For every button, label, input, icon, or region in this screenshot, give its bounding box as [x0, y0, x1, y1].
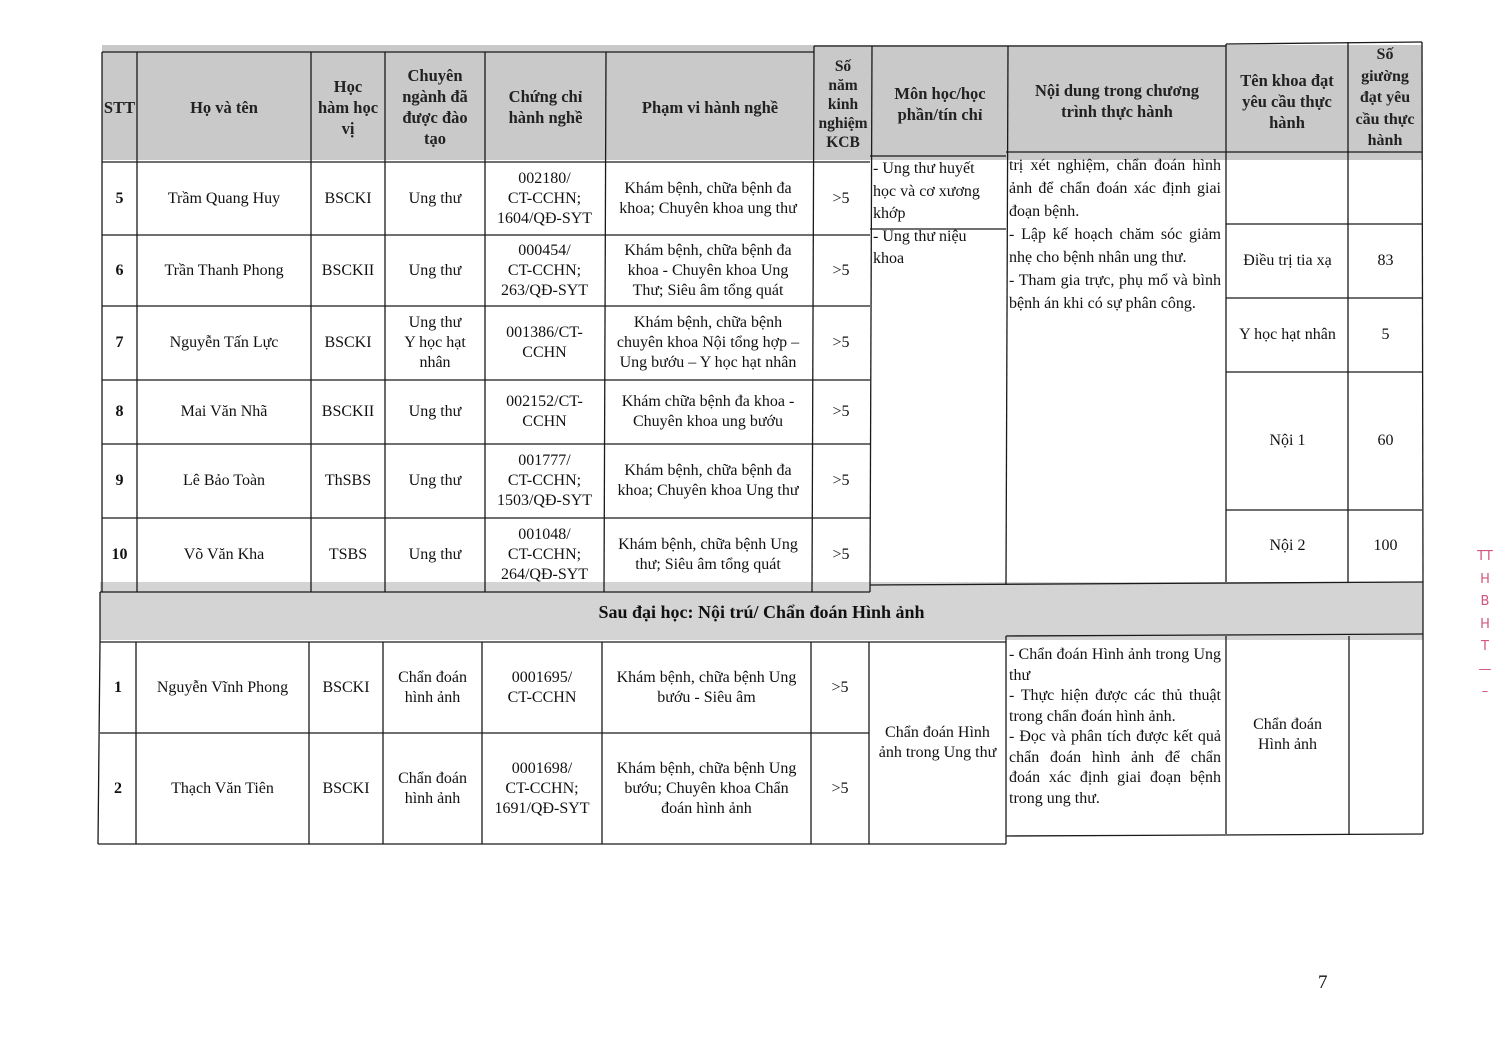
group2-department: Chẩn đoán Hình ảnh — [1253, 716, 1322, 753]
row-degree: BSCKI — [322, 779, 370, 797]
row-certificate: 000454/ CT-CCHN; 263/QĐ-SYT — [500, 241, 589, 299]
header-subject: Môn học/học phần/tín chỉ — [894, 84, 986, 124]
row-degree: BSCKI — [324, 334, 372, 351]
row-stt: 6 — [115, 261, 124, 279]
row-name: Trần Thanh Phong — [164, 261, 284, 279]
row-degree: BSCKI — [322, 678, 370, 696]
row-stt: 9 — [115, 472, 124, 489]
group1-content: trị xét nghiệm, chẩn đoán hình ảnh để chẩn đoán xác định giai đoạn bệnh. - Lập kế hoạch chăm sóc giảm nhẹ cho bệnh nhân ung thư. - Tham gia trực, phụ mổ và bình bệnh án khi có sự phân công. — [1009, 157, 1221, 312]
header-name: Họ và tên — [190, 97, 258, 117]
page-number: 7 — [1318, 972, 1328, 993]
row-specialty: Ung thư — [408, 261, 462, 279]
row-scope: Khám bệnh, chữa bệnh đa khoa - Chuyên khoa Ung Thư; Siêu âm tổng quát — [624, 241, 792, 299]
row-stt: 1 — [114, 678, 122, 696]
side-mark-char: H — [1480, 571, 1490, 587]
row-degree: BSCKII — [321, 403, 375, 420]
row-degree: TSBS — [328, 546, 368, 563]
department-name: Nội 1 — [1269, 432, 1306, 449]
row-stt: 10 — [111, 546, 128, 563]
row-years: >5 — [832, 189, 850, 207]
header-stt: STT — [103, 97, 136, 117]
header-beds: Số giường đạt yêu cầu thực hành — [1355, 46, 1415, 150]
row-name: Mai Văn Nhã — [180, 403, 268, 420]
department-beds: 60 — [1377, 432, 1394, 449]
department-beds: 83 — [1377, 252, 1394, 269]
header-department: Tên khoa đạt yêu cầu thực hành — [1240, 70, 1334, 132]
row-stt: 7 — [115, 334, 124, 351]
row-specialty: Ung thư — [408, 403, 462, 420]
row-scope: Khám chữa bệnh đa khoa - Chuyên khoa ung bướu — [621, 393, 795, 430]
department-name: Nội 2 — [1269, 537, 1306, 554]
side-mark-char: TT — [1477, 549, 1493, 564]
row-years: >5 — [832, 472, 850, 489]
row-years: >5 — [832, 261, 850, 279]
side-mark-char: H — [1480, 616, 1490, 632]
row-stt: 2 — [114, 779, 122, 797]
row-name: Thạch Văn Tiên — [171, 779, 274, 797]
side-mark-char: B — [1480, 594, 1490, 609]
row-years: >5 — [831, 678, 849, 696]
row-stt: 5 — [115, 189, 124, 207]
group2-subject: Chẩn đoán Hình ảnh trong Ung thư — [878, 724, 997, 761]
row-certificate: 002180/ CT-CCHN; 1604/QĐ-SYT — [496, 169, 593, 227]
row-certificate: 0001698/ CT-CCHN; 1691/QĐ-SYT — [494, 759, 590, 817]
section-title: Sau đại học: Nội trú/ Chẩn đoán Hình ảnh — [598, 602, 925, 622]
header-scope: Phạm vi hành nghề — [641, 97, 779, 117]
side-mark-char: – — [1481, 684, 1489, 699]
row-name: Nguyễn Tấn Lực — [169, 334, 279, 351]
row-certificate: 001048/ CT-CCHN; 264/QĐ-SYT — [500, 526, 589, 583]
row-scope: Khám bệnh, chữa bệnh đa khoa; Chuyên khoa ung thư — [619, 179, 797, 217]
row-degree: BSCKI — [324, 189, 372, 207]
row-specialty: Ung thư Y học hạt nhân — [404, 314, 466, 371]
row-certificate: 001777/ CT-CCHN; 1503/QĐ-SYT — [496, 452, 593, 509]
row-name: Trầm Quang Huy — [167, 189, 281, 207]
group1-subject: - Ung thư huyết học và cơ xương khớp - Ung thư niệu khoa — [873, 160, 980, 267]
header-specialty: Chuyên ngành đã được đào tạo — [402, 66, 468, 148]
row-years: >5 — [831, 779, 849, 797]
row-years: >5 — [832, 334, 850, 351]
header-content: Nội dung trong chương trình thực hành — [1034, 81, 1200, 121]
group2-content: - Chẩn đoán Hình ảnh trong Ung thư - Thực hiện được các thủ thuật trong chẩn đoán hình ảnh. - Đọc và phân tích được kết quả chẩn đoán hình ảnh để chẩn đoán xác định giai đoạn bệnh trong ung thư. — [1009, 646, 1221, 807]
header-degree: Học hàm học vị — [317, 76, 379, 138]
row-specialty: Chẩn đoán hình ảnh — [398, 769, 467, 807]
department-beds: 5 — [1381, 326, 1390, 343]
row-scope: Khám bệnh, chữa bệnh Ung bướu; Chuyên khoa Chẩn đoán hình ảnh — [616, 759, 797, 817]
side-stamp-mark — [1477, 546, 1493, 704]
side-mark-char: T — [1481, 639, 1489, 654]
row-scope: Khám bệnh, chữa bệnh chuyên khoa Nội tổng hợp – Ung bướu – Y học hạt nhân — [616, 314, 800, 371]
row-certificate: 0001695/ CT-CCHN — [507, 668, 577, 706]
row-specialty: Chẩn đoán hình ảnh — [398, 668, 467, 706]
department-beds: 100 — [1373, 537, 1398, 554]
row-certificate: 001386/CT- CCHN — [506, 324, 583, 361]
row-name: Lê Bảo Toàn — [182, 472, 266, 489]
row-years: >5 — [832, 546, 850, 563]
row-specialty: Ung thư — [408, 189, 462, 207]
row-name: Nguyễn Vĩnh Phong — [156, 678, 289, 696]
row-specialty: Ung thư — [408, 472, 462, 489]
side-mark-char: — — [1478, 661, 1492, 677]
department-name: Y học hạt nhân — [1239, 326, 1336, 343]
row-degree: BSCKII — [321, 261, 375, 279]
department-name: Điều trị tia xạ — [1243, 252, 1332, 269]
row-name: Võ Văn Kha — [183, 546, 265, 563]
row-degree: ThSBS — [324, 472, 372, 489]
header-years: Số năm kinh nghiệm KCB — [818, 57, 868, 151]
row-stt: 8 — [115, 403, 124, 420]
header-certificate: Chứng chỉ hành nghề — [508, 87, 583, 127]
row-specialty: Ung thư — [408, 546, 462, 563]
row-scope: Khám bệnh, chữa bệnh Ung thư; Siêu âm tổng quát — [618, 536, 798, 573]
row-certificate: 002152/CT- CCHN — [506, 393, 583, 430]
row-scope: Khám bệnh, chữa bệnh Ung bướu - Siêu âm — [616, 668, 797, 706]
row-years: >5 — [832, 403, 850, 420]
row-scope: Khám bệnh, chữa bệnh đa khoa; Chuyên khoa Ung thư — [617, 462, 799, 499]
